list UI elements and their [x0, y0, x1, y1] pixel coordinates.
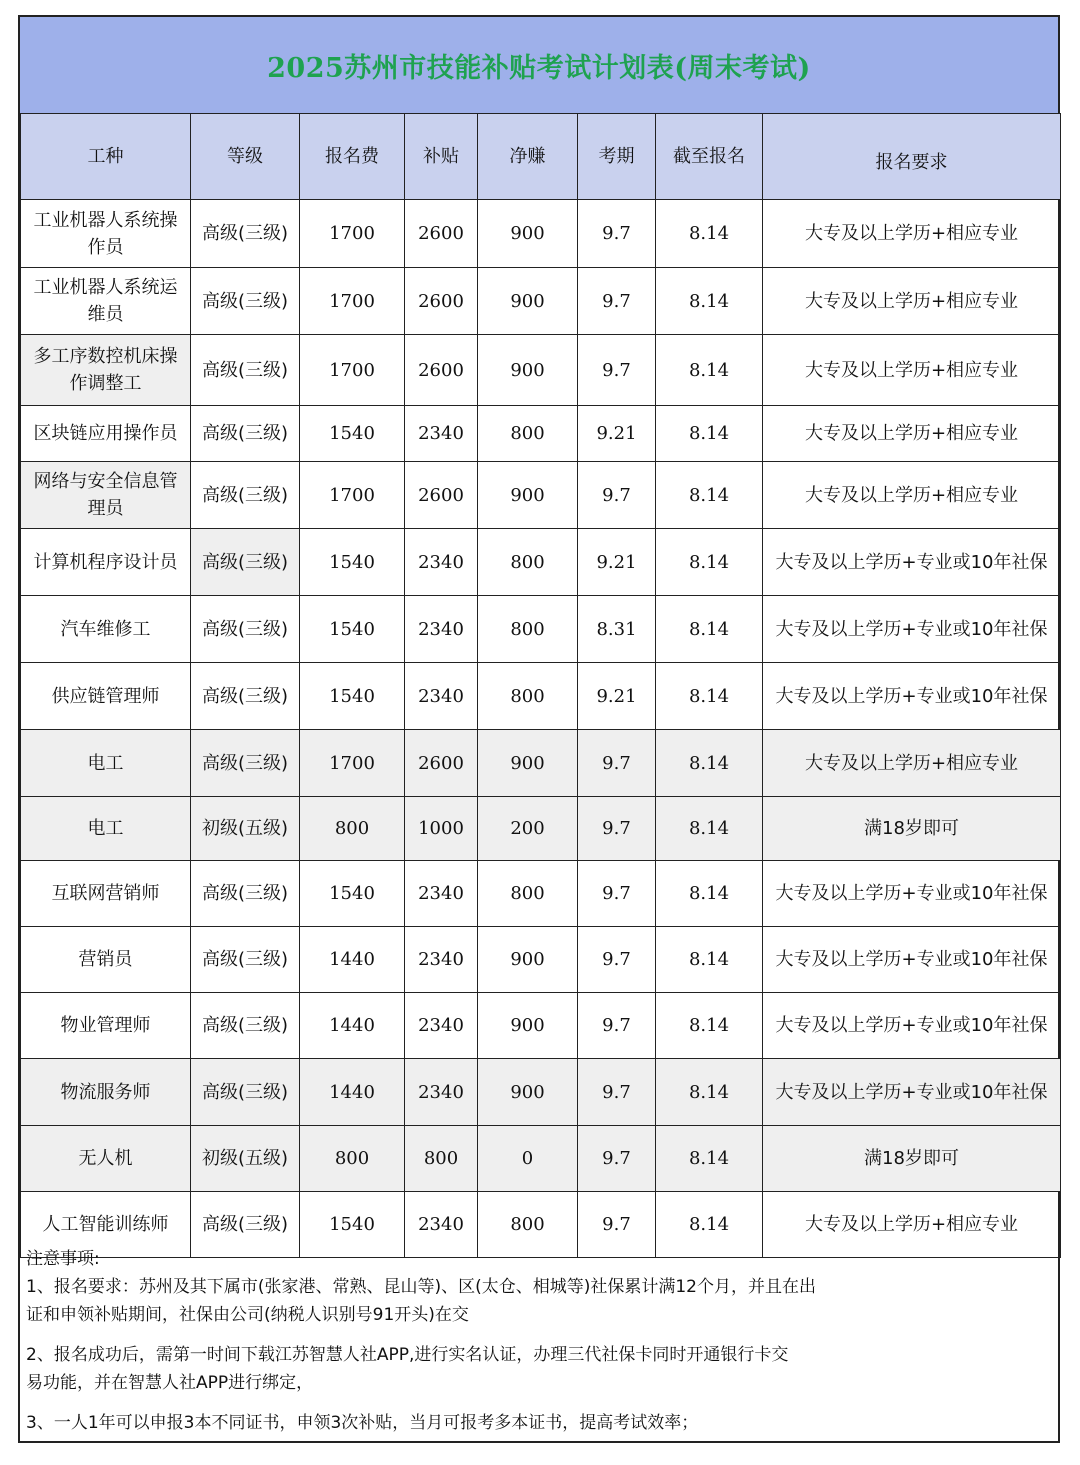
row-deadline: 8.14 — [656, 335, 763, 406]
row-job: 无人机 — [21, 1126, 191, 1192]
row-net: 800 — [478, 596, 578, 663]
table-row — [21, 1059, 1061, 1126]
row-subsidy: 2600 — [405, 462, 478, 529]
row-requirement: 大专及以上学历+相应专业 — [763, 200, 1061, 268]
row-subsidy: 800 — [405, 1126, 478, 1192]
row-deadline: 8.14 — [656, 1126, 763, 1192]
row-net: 800 — [478, 529, 578, 596]
row-job: 多工序数控机床操作调整工 — [21, 335, 191, 406]
row-level: 高级(三级) — [191, 200, 300, 268]
row-exam-date: 9.7 — [578, 730, 656, 797]
row-exam-date: 9.7 — [578, 268, 656, 335]
row-subsidy: 2340 — [405, 596, 478, 663]
row-job: 互联网营销师 — [21, 861, 191, 927]
row-level: 高级(三级) — [191, 927, 300, 993]
row-fee: 1540 — [300, 1192, 405, 1258]
header-exam-date: 考期 — [578, 114, 656, 200]
row-exam-date: 9.7 — [578, 1126, 656, 1192]
row-requirement: 大专及以上学历+相应专业 — [763, 1192, 1061, 1258]
row-level: 初级(五级) — [191, 1126, 300, 1192]
row-net: 800 — [478, 1192, 578, 1258]
row-level: 高级(三级) — [191, 1192, 300, 1258]
row-level: 高级(三级) — [191, 406, 300, 462]
header-net: 净赚 — [478, 114, 578, 200]
row-net: 0 — [478, 1126, 578, 1192]
row-requirement: 大专及以上学历+专业或10年社保 — [763, 993, 1061, 1059]
row-exam-date: 9.7 — [578, 797, 656, 861]
row-deadline: 8.14 — [656, 1059, 763, 1126]
header-subsidy: 补贴 — [405, 114, 478, 200]
row-level: 高级(三级) — [191, 861, 300, 927]
row-exam-date: 9.21 — [578, 663, 656, 730]
table-row — [21, 268, 1061, 335]
row-fee: 1700 — [300, 200, 405, 268]
row-subsidy: 2340 — [405, 406, 478, 462]
row-exam-date: 9.7 — [578, 335, 656, 406]
row-subsidy: 2340 — [405, 927, 478, 993]
row-level: 高级(三级) — [191, 730, 300, 797]
header-level: 等级 — [191, 114, 300, 200]
exam-plan-sheet — [18, 15, 1060, 1443]
row-deadline: 8.14 — [656, 663, 763, 730]
note-item-1-line-1: 1、报名要求：苏州及其下属市(张家港、常熟、昆山等)、区(太仓、相城等)社保累计满12个月，并且在出 — [26, 1277, 816, 1297]
row-requirement: 大专及以上学历+相应专业 — [763, 730, 1061, 797]
row-fee: 1700 — [300, 730, 405, 797]
row-exam-date: 9.7 — [578, 462, 656, 529]
row-subsidy: 2600 — [405, 335, 478, 406]
row-deadline: 8.14 — [656, 200, 763, 268]
header-row — [21, 114, 1061, 200]
row-job: 供应链管理师 — [21, 663, 191, 730]
row-deadline: 8.14 — [656, 529, 763, 596]
table-row — [21, 797, 1061, 861]
title-bar — [20, 17, 1058, 115]
row-subsidy: 1000 — [405, 797, 478, 861]
table-row — [21, 406, 1061, 462]
row-level: 高级(三级) — [191, 993, 300, 1059]
table-row — [21, 1126, 1061, 1192]
page-title: 2025苏州市技能补贴考试计划表(周末考试) — [267, 52, 811, 84]
row-job: 汽车维修工 — [21, 596, 191, 663]
row-deadline: 8.14 — [656, 927, 763, 993]
row-net: 800 — [478, 663, 578, 730]
row-job: 营销员 — [21, 927, 191, 993]
row-level: 高级(三级) — [191, 335, 300, 406]
notes-section — [20, 1245, 1058, 1443]
table-row — [21, 861, 1061, 927]
row-requirement: 大专及以上学历+专业或10年社保 — [763, 596, 1061, 663]
row-net: 900 — [478, 1059, 578, 1126]
row-deadline: 8.14 — [656, 861, 763, 927]
row-exam-date: 9.21 — [578, 406, 656, 462]
row-deadline: 8.14 — [656, 406, 763, 462]
row-net: 900 — [478, 993, 578, 1059]
table-row — [21, 730, 1061, 797]
row-level: 高级(三级) — [191, 268, 300, 335]
header-deadline: 截至报名 — [656, 114, 763, 200]
row-exam-date: 9.7 — [578, 927, 656, 993]
row-deadline: 8.14 — [656, 797, 763, 861]
row-net: 900 — [478, 335, 578, 406]
table-row — [21, 529, 1061, 596]
table-row — [21, 993, 1061, 1059]
row-net: 900 — [478, 927, 578, 993]
row-requirement: 大专及以上学历+专业或10年社保 — [763, 1059, 1061, 1126]
table-row — [21, 335, 1061, 406]
header-job: 工种 — [21, 114, 191, 200]
row-deadline: 8.14 — [656, 268, 763, 335]
row-subsidy: 2600 — [405, 268, 478, 335]
row-fee: 1440 — [300, 927, 405, 993]
row-job: 区块链应用操作员 — [21, 406, 191, 462]
row-exam-date: 8.31 — [578, 596, 656, 663]
table-row — [21, 462, 1061, 529]
row-exam-date: 9.7 — [578, 993, 656, 1059]
row-net: 900 — [478, 200, 578, 268]
row-level: 初级(五级) — [191, 797, 300, 861]
row-net: 900 — [478, 462, 578, 529]
row-requirement: 大专及以上学历+相应专业 — [763, 268, 1061, 335]
row-level: 高级(三级) — [191, 596, 300, 663]
row-requirement: 大专及以上学历+专业或10年社保 — [763, 861, 1061, 927]
row-job: 物业管理师 — [21, 993, 191, 1059]
row-exam-date: 9.7 — [578, 861, 656, 927]
row-fee: 800 — [300, 1126, 405, 1192]
row-deadline: 8.14 — [656, 993, 763, 1059]
row-job: 计算机程序设计员 — [21, 529, 191, 596]
row-deadline: 8.14 — [656, 596, 763, 663]
row-level: 高级(三级) — [191, 462, 300, 529]
row-net: 800 — [478, 861, 578, 927]
row-level: 高级(三级) — [191, 1059, 300, 1126]
row-fee: 1540 — [300, 663, 405, 730]
row-requirement: 大专及以上学历+专业或10年社保 — [763, 663, 1061, 730]
row-fee: 1540 — [300, 529, 405, 596]
row-subsidy: 2340 — [405, 993, 478, 1059]
row-job: 网络与安全信息管理员 — [21, 462, 191, 529]
row-job: 电工 — [21, 730, 191, 797]
row-fee: 1700 — [300, 335, 405, 406]
note-item-1-line-2: 证和申领补贴期间，社保由公司(纳税人识别号91开头)在交 — [26, 1305, 469, 1325]
row-requirement: 大专及以上学历+相应专业 — [763, 335, 1061, 406]
row-requirement: 满18岁即可 — [763, 1126, 1061, 1192]
row-deadline: 8.14 — [656, 462, 763, 529]
row-net: 900 — [478, 730, 578, 797]
row-subsidy: 2600 — [405, 730, 478, 797]
row-fee: 1440 — [300, 993, 405, 1059]
row-net: 200 — [478, 797, 578, 861]
row-fee: 1540 — [300, 596, 405, 663]
row-subsidy: 2340 — [405, 529, 478, 596]
row-subsidy: 2600 — [405, 200, 478, 268]
row-exam-date: 9.7 — [578, 1059, 656, 1126]
row-requirement: 大专及以上学历+相应专业 — [763, 462, 1061, 529]
row-subsidy: 2340 — [405, 861, 478, 927]
row-fee: 1540 — [300, 861, 405, 927]
header-fee: 报名费 — [300, 114, 405, 200]
row-requirement: 大专及以上学历+专业或10年社保 — [763, 529, 1061, 596]
row-job: 工业机器人系统运维员 — [21, 268, 191, 335]
row-exam-date: 9.7 — [578, 200, 656, 268]
row-deadline: 8.14 — [656, 1192, 763, 1258]
row-subsidy: 2340 — [405, 663, 478, 730]
row-net: 800 — [478, 406, 578, 462]
row-subsidy: 2340 — [405, 1192, 478, 1258]
row-job: 工业机器人系统操作员 — [21, 200, 191, 268]
row-requirement: 大专及以上学历+专业或10年社保 — [763, 927, 1061, 993]
row-level: 高级(三级) — [191, 529, 300, 596]
row-fee: 1700 — [300, 462, 405, 529]
row-job: 电工 — [21, 797, 191, 861]
notes-heading: 注意事项: — [26, 1249, 100, 1269]
row-fee: 800 — [300, 797, 405, 861]
table-row — [21, 596, 1061, 663]
row-net: 900 — [478, 268, 578, 335]
exam-plan-table — [20, 113, 1061, 1258]
row-level: 高级(三级) — [191, 663, 300, 730]
row-fee: 1540 — [300, 406, 405, 462]
header-requirement: 报名要求 — [763, 114, 1061, 200]
table-row — [21, 927, 1061, 993]
row-exam-date: 9.7 — [578, 1192, 656, 1258]
table-row — [21, 200, 1061, 268]
row-requirement: 大专及以上学历+相应专业 — [763, 406, 1061, 462]
row-fee: 1440 — [300, 1059, 405, 1126]
note-item-2-line-2: 易功能，并在智慧人社APP进行绑定， — [26, 1373, 314, 1393]
note-item-2-line-1: 2、报名成功后，需第一时间下载江苏智慧人社APP,进行实名认证，办理三代社保卡同时开通银行卡交 — [26, 1345, 789, 1365]
row-fee: 1700 — [300, 268, 405, 335]
row-requirement: 满18岁即可 — [763, 797, 1061, 861]
note-item-3: 3、一人1年可以申报3本不同证书，申领3次补贴，当月可报考多本证书，提高考试效率； — [26, 1413, 699, 1433]
row-deadline: 8.14 — [656, 730, 763, 797]
row-subsidy: 2340 — [405, 1059, 478, 1126]
row-exam-date: 9.21 — [578, 529, 656, 596]
row-job: 物流服务师 — [21, 1059, 191, 1126]
row-job: 人工智能训练师 — [21, 1192, 191, 1258]
table-row — [21, 663, 1061, 730]
